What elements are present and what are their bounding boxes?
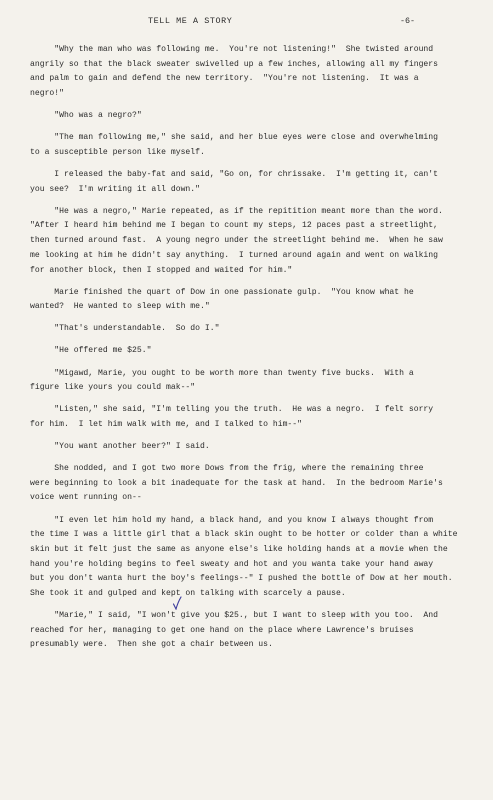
text-line: "That's understandable. So do I." [30, 324, 220, 334]
text-line: "He offered me $25." [30, 346, 152, 356]
paragraph [30, 367, 492, 396]
paragraph-gap [30, 433, 492, 440]
paragraph [30, 344, 492, 359]
text-line: "Who was a negro?" [30, 111, 142, 121]
handwritten-pen-mark [172, 596, 182, 610]
text-line: hand you're holding begins to feel sweaty and hot and you wanta take your hand away [30, 559, 434, 569]
text-line: reached for her, managing to get one hand on the place where Lawrence's bruises [30, 625, 414, 635]
page-number: -6- [400, 16, 416, 26]
text-line: I released the baby-fat and said, "Go on, for chrissake. I'm getting it, can't [30, 169, 438, 179]
text-line: "Listen," she said, "I'm telling you the truth. He was a negro. I felt sorry [30, 405, 434, 415]
text-line: you see? I'm writing it all down." [30, 184, 200, 194]
paragraph-gap [30, 602, 492, 609]
paragraph [30, 43, 492, 102]
text-line: "After I heard him behind me I began to count my steps, 12 paces past a streetlight, [30, 221, 438, 231]
text-line: for him. I let him walk with me, and I talked to him--" [30, 419, 302, 429]
text-line: "He was a negro," Marie repeated, as if the repitition meant more than the word. [30, 206, 443, 216]
story-title: TELL ME A STORY [148, 16, 233, 26]
story-body [30, 43, 492, 653]
text-line: angrily so that the black sweater swivelled up a few inches, allowing all my fingers [30, 59, 438, 69]
text-line: "Why the man who was following me. You're not listening!" She twisted around [30, 45, 434, 54]
text-line: "The man following me," she said, and her blue eyes were close and overwhelming [30, 133, 438, 143]
paragraph-gap [30, 506, 492, 513]
paragraph-gap [30, 102, 492, 109]
text-line: the time I was a little girl that a black skin ought to be hotter or colder than a white [30, 530, 458, 540]
paragraph-gap [30, 359, 492, 366]
text-line: "Marie," I said, "I won't give you $25., but I want to sleep with you too. And [30, 611, 438, 621]
text-line: me looking at him he didn't say anything. I turned around again and went on walking [30, 250, 438, 260]
paragraph-gap [30, 315, 492, 322]
paragraph [30, 205, 492, 278]
text-line: were beginning to look a bit inadequate for the task at hand. In the bedroom Marie's [30, 478, 443, 488]
text-line: then turned around fast. A young negro under the streetlight behind me. When he saw [30, 236, 443, 246]
paragraph [30, 322, 492, 337]
text-line: to a susceptible person like myself. [30, 147, 205, 157]
paragraph [30, 131, 492, 160]
paragraph-gap [30, 278, 492, 285]
paragraph-gap [30, 396, 492, 403]
text-line: but you don't wanta hurt the boy's feelings--" I pushed the bottle of Dow at her mouth. [30, 574, 453, 584]
paragraph [30, 286, 492, 315]
paragraph-gap [30, 337, 492, 344]
paragraph-gap [30, 455, 492, 462]
text-line: "Migawd, Marie, you ought to be worth more than twenty five bucks. With a [30, 368, 414, 378]
paragraph-gap [30, 124, 492, 131]
paragraph-gap [30, 197, 492, 204]
text-line: wanted? He wanted to sleep with me." [30, 302, 210, 312]
text-line: figure like yours you could mak--" [30, 383, 196, 393]
text-line: presumably were. Then she got a chair between us. [30, 640, 273, 650]
text-line: skin but it felt just the same as anyone else's like holding hands at a movie when the [30, 544, 448, 554]
paragraph [30, 168, 492, 197]
paragraph [30, 440, 492, 455]
text-line: negro!" [30, 89, 64, 99]
text-line: "I even let him hold my hand, a black hand, and you know I always thought from [30, 515, 434, 525]
text-line: voice went running on-- [30, 493, 142, 503]
paragraph [30, 403, 492, 432]
paragraph [30, 109, 492, 124]
paragraph-gap [30, 161, 492, 168]
text-line: She nodded, and I got two more Dows from the frig, where the remaining three [30, 464, 424, 474]
paragraph [30, 514, 492, 602]
paragraph [30, 609, 492, 653]
text-line: Marie finished the quart of Dow in one passionate gulp. "You know what he [30, 287, 414, 297]
text-line: and palm to gain and defend the new territory. "You're not listening. It was a [30, 74, 419, 84]
text-line: "You want another beer?" I said. [30, 442, 210, 452]
text-line: She took it and gulped and kept on talking with scarcely a pause. [30, 589, 346, 598]
text-line: for another block, then I stopped and waited for him." [30, 265, 293, 275]
paragraph [30, 462, 492, 506]
page-header [0, 16, 493, 28]
